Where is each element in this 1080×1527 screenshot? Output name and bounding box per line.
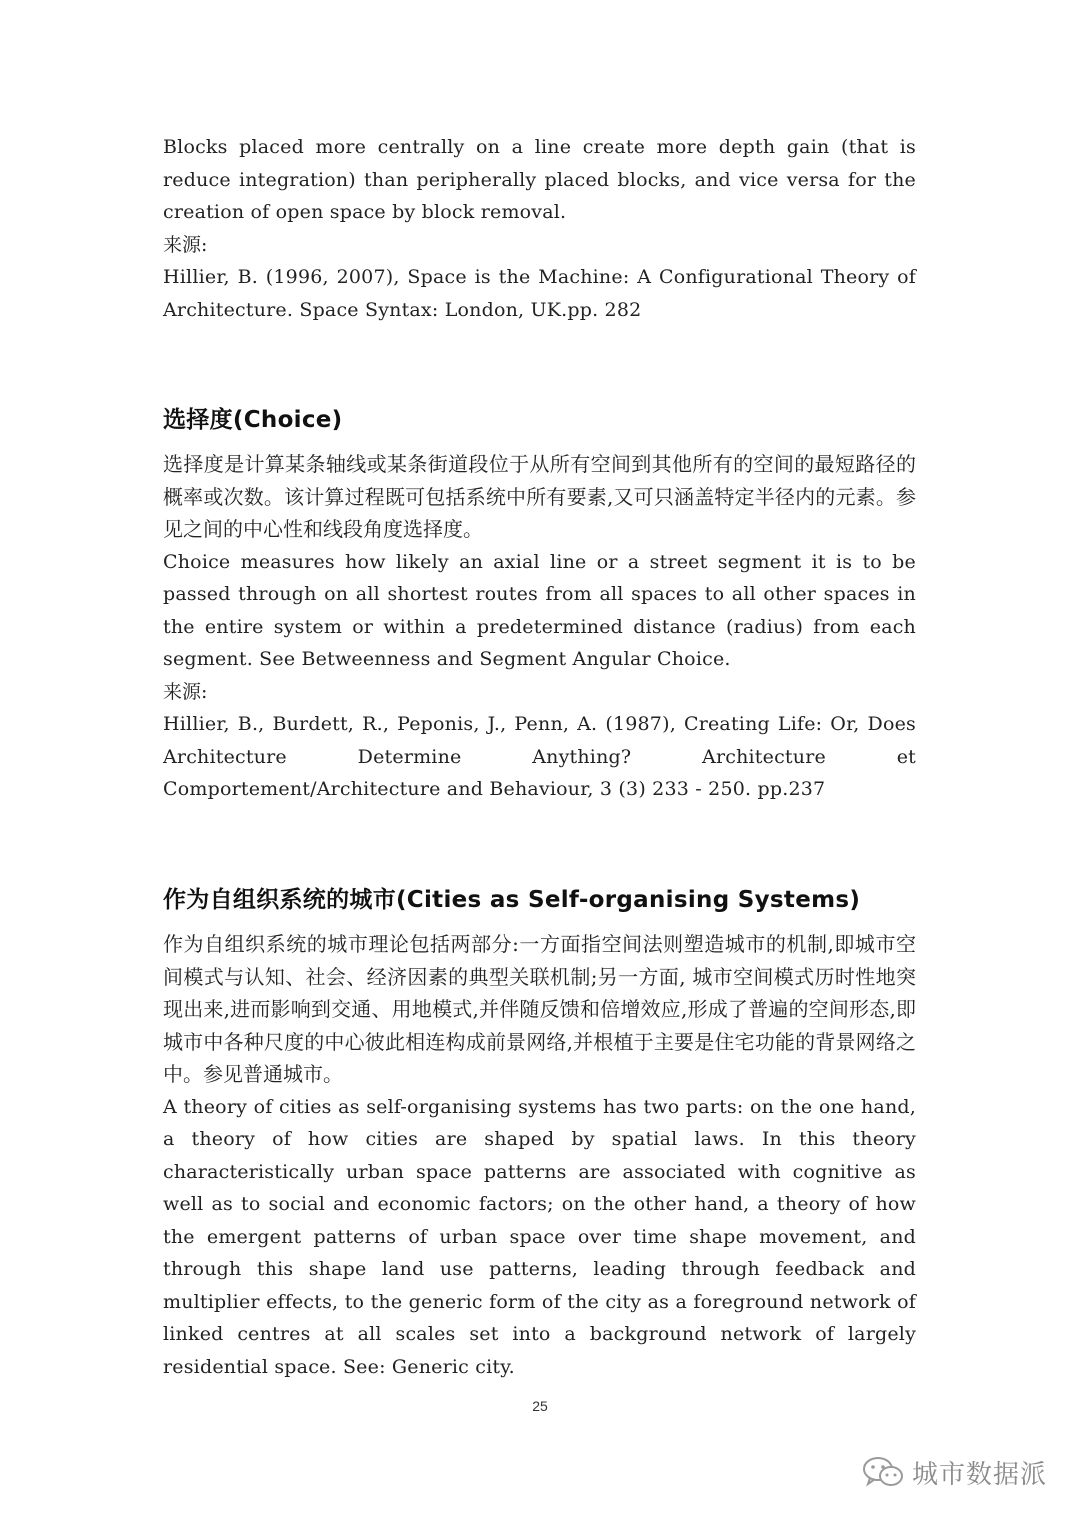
intro-source-label: 来源:	[163, 233, 208, 256]
intro-source-citation: Hillier, B. (1996, 2007), Space is the Machine: A Configurational Theory of Architecture. Space Syntax: London, UK.pp. 282	[163, 266, 916, 321]
page-number: 25	[532, 1398, 548, 1414]
cities-section	[163, 882, 916, 918]
cities-body	[163, 928, 916, 1383]
cities-paragraph-zh: 作为自组织系统的城市理论包括两部分:一方面指空间法则塑造城市的机制,即城市空间模式与认知、社会、经济因素的典型关联机制;另一方面, 城市空间模式历时性地突现出来,进而影响到交通、用地模式,并伴随反馈和倍增效应,形成了普遍的空间形态,即城市中各种尺度的中心彼此相连构成前景网络,并根植于主要是住宅功能的背景网络之中。参见普通城市。	[163, 932, 916, 1086]
intro-paragraph-en: Blocks placed more centrally on a line create more depth gain (that is reduce integration) than peripherally placed blocks, and vice versa for the creation of open space by block removal.	[163, 136, 916, 223]
watermark-text: 城市数据派	[912, 1459, 1048, 1490]
choice-source-label: 来源:	[163, 680, 208, 703]
cities-paragraph-en: A theory of cities as self-organising systems has two parts: on the one hand, a theory of how cities are shaped by spatial laws. In this theory characteristically urban space patterns are associated with cognitive as well as to social and economic factors; on the other hand, a theory of how the emergent patterns of urban space over time shape movement, and through this shape land use patterns, leading through feedback and multiplier effects, to the generic form of the city as a foreground network of linked centres at all scales set into a background network of largely residential space. See: Generic city.	[163, 1095, 916, 1378]
choice-paragraph-en: Choice measures how likely an axial line or a street segment it is to be passed through on all shortest routes from all spaces to all other spaces in the entire system or within a predetermined distance (radius) from each segment. See Betweenness and Segment Angular Choice.	[163, 550, 916, 670]
choice-body	[163, 448, 916, 806]
cities-heading: 作为自组织系统的城市(Cities as Self-organising Systems)	[163, 887, 861, 913]
choice-source-citation: Hillier, B., Burdett, R., Peponis, J., Penn, A. (1987), Creating Life: Or, Does Architecture Determine Anything? Architecture et Comportement/Architecture and Behaviour, 3 (3) 233 - 250. pp.237	[163, 713, 916, 800]
wechat-icon	[862, 1455, 904, 1489]
watermark	[862, 1452, 1047, 1492]
choice-heading: 选择度(Choice)	[163, 407, 343, 433]
choice-paragraph-zh: 选择度是计算某条轴线或某条街道段位于从所有空间到其他所有的空间的最短路径的概率或次数。该计算过程既可包括系统中所有要素,又可只涵盖特定半径内的元素。参见之间的中心性和线段角度选择度。	[163, 452, 916, 541]
intro-section	[163, 131, 916, 326]
choice-section	[163, 402, 916, 438]
